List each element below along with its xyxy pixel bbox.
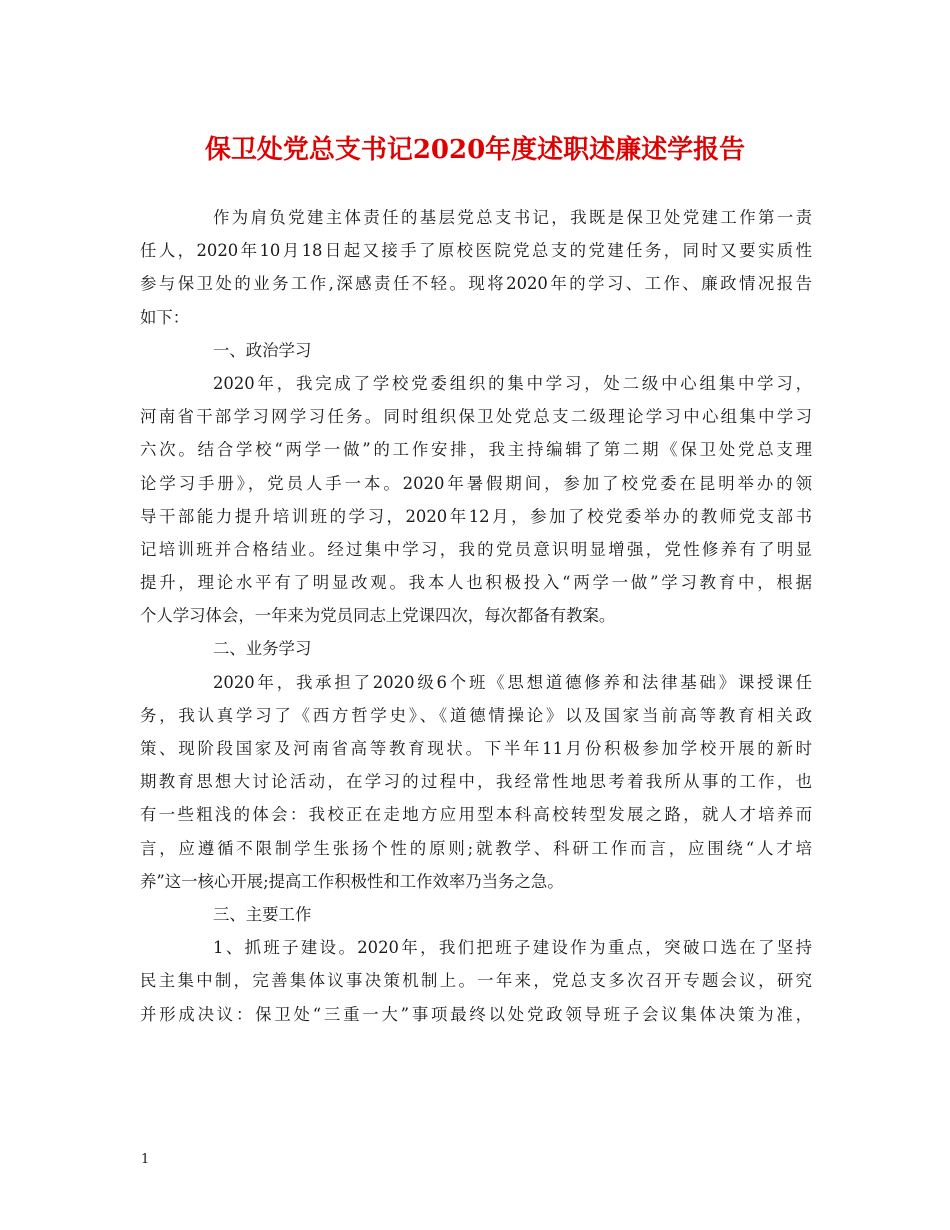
body-line: 记培训班并合格结业。经过集中学习，我的党员意识明显增强，党性修养有了明显	[140, 539, 812, 559]
body-line: 提升，理论水平有了明显改观。我本人也积极投入“两学一做”学习教育中，根据	[140, 573, 812, 593]
body-line: 论学习手册》，党员人手一本。2020年暑假期间，参加了校党委在昆明举办的领	[140, 473, 812, 493]
body-line: 个人学习体会，一年来为党员同志上党课四次，每次都备有教案。	[140, 606, 616, 626]
body-line: 2020年，我承担了2020级6个班《思想道德修养和法律基础》课授课任	[213, 672, 812, 692]
section-heading: 三、主要工作	[213, 904, 312, 924]
document-title: 保卫处党总支书记2020年度述职述廉述学报告	[204, 135, 746, 165]
body-line: 期教育思想大讨论活动，在学习的过程中，我经常性地思考着我所从事的工作，也	[140, 772, 812, 792]
body-line: 河南省干部学习网学习任务。同时组织保卫处党总支二级理论学习中心组集中学习	[140, 407, 812, 427]
body-line: 六次。结合学校“两学一做”的工作安排，我主持编辑了第二期《保卫处党总支理	[140, 440, 812, 460]
body-line: 导干部能力提升培训班的学习，2020年12月，参加了校党委举办的教师党支部书	[140, 506, 812, 526]
body-line: 任人，2020年10月18日起又接手了原校医院党总支的党建任务，同时又要实质性	[140, 241, 812, 261]
body-line: 养”这一核心开展;提高工作积极性和工作效率乃当务之急。	[140, 871, 564, 891]
body-line: 作为肩负党建主体责任的基层党总支书记，我既是保卫处党建工作第一责	[213, 208, 812, 227]
section-heading: 二、业务学习	[213, 639, 312, 659]
body-line: 策、现阶段国家及河南省高等教育现状。下半年11月份积极参加学校开展的新时	[140, 739, 812, 758]
body-line: 民主集中制，完善集体议事决策机制上。一年来，党总支多次召开专题会议，研究	[140, 971, 812, 991]
body-line: 如下：	[140, 307, 190, 327]
body-line: 参与保卫处的业务工作,深感责任不轻。现将2020年的学习、工作、廉政情况报告	[140, 274, 812, 294]
body-line: 言，应遵循不限制学生张扬个性的原则;就教学、科研工作而言，应围绕“人才培	[140, 838, 812, 858]
document-body	[140, 201, 812, 1031]
body-line: 有一些粗浅的体会：我校正在走地方应用型本科高校转型发展之路，就人才培养而	[140, 805, 812, 825]
page-number: 1	[141, 1152, 150, 1167]
body-line: 务，我认真学习了《西方哲学史》、《道德情操论》以及国家当前高等教育相关政	[140, 705, 812, 725]
body-line: 并形成决议：保卫处“三重一大”事项最终以处党政领导班子会议集体决策为准，	[140, 1004, 812, 1024]
section-heading: 一、政治学习	[213, 340, 312, 360]
body-line: 2020年，我完成了学校党委组织的集中学习，处二级中心组集中学习，	[213, 373, 812, 393]
body-line: 1、抓班子建设。2020年，我们把班子建设作为重点，突破口选在了坚持	[213, 938, 812, 958]
